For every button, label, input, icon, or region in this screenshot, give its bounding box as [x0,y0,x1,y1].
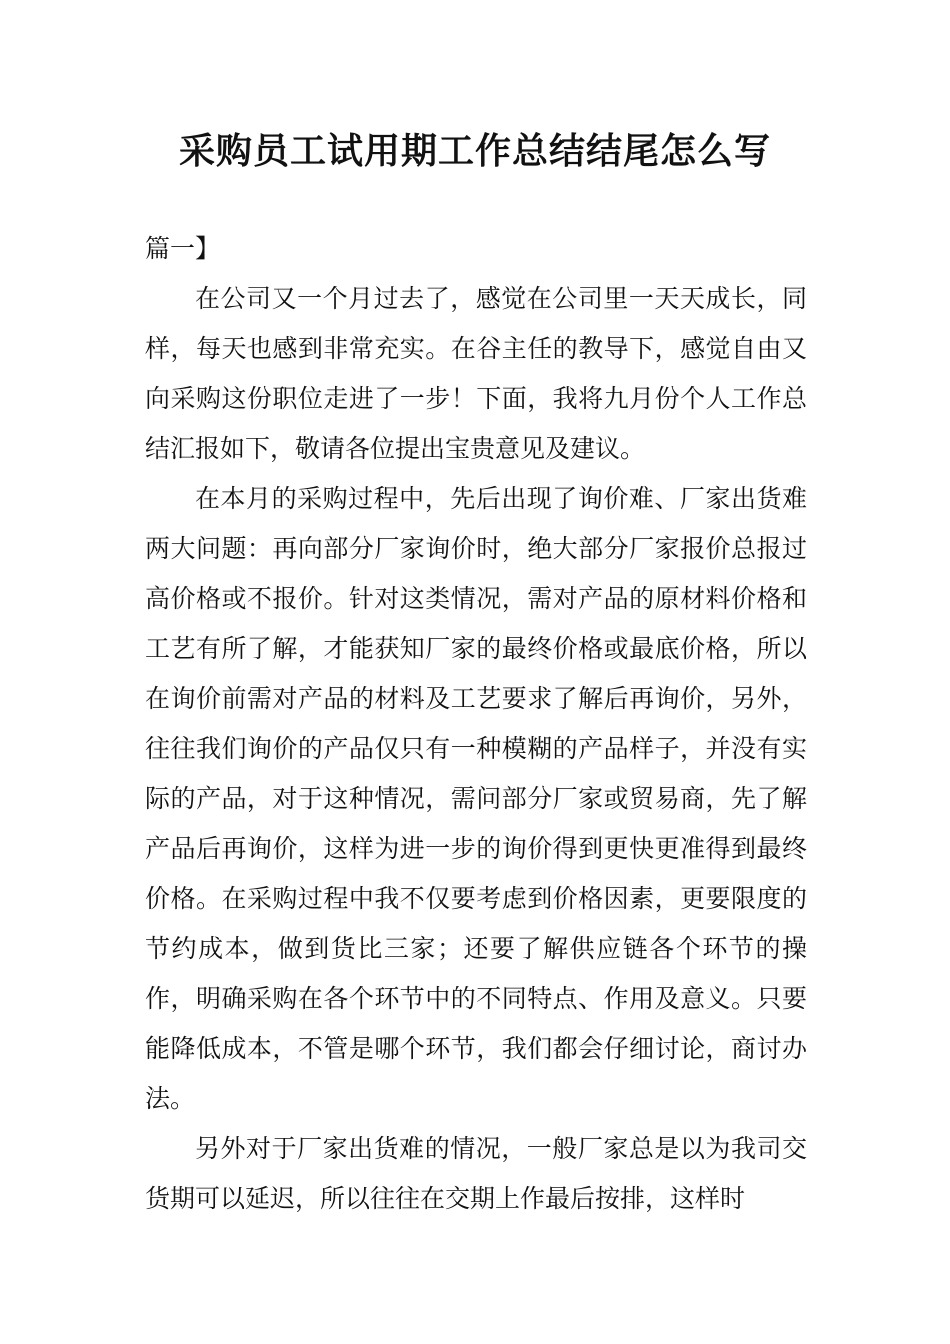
section-label: 篇一】 [145,234,221,263]
paragraph-3: 另外对于厂家出货难的情况，一般厂家总是以为我司交货期可以延迟，所以往往在交期上作最后按排，这样时 [145,1134,807,1213]
document-title: 采购员工试用期工作总结结尾怎么写 [178,131,771,172]
paragraph-2: 在本月的采购过程中，先后出现了询价难、厂家出货难两大问题：再向部分厂家询价时，绝大部分厂家报价总报过高价格或不报价。针对这类情况，需对产品的原材料价格和工艺有所了解，才能获知厂家的最终价格或最底价格，所以在询价前需对产品的材料及工艺要求了解后再询价，另外，往往我们询价的产品仅只有一种模糊的产品样子，并没有实际的产品，对于这种情况，需问部分厂家或贸易商，先了解产品后再询价，这样为进一步的询价得到更快更准得到最终价格。在采购过程中我不仅要考虑到价格因素，更要限度的节约成本，做到货比三家；还要了解供应链各个环节的操作，明确采购在各个环节中的不同特点、作用及意义。只要能降低成本，不管是哪个环节，我们都会仔细讨论，商讨办法。 [145,484,807,1113]
document-body [145,224,807,1224]
paragraph-1: 在公司又一个月过去了，感觉在公司里一天天成长，同样，每天也感到非常充实。在谷主任的教导下，感觉自由又向采购这份职位走进了一步！下面，我将九月份个人工作总结汇报如下，敬请各位提出宝贵意见及建议。 [145,284,807,463]
